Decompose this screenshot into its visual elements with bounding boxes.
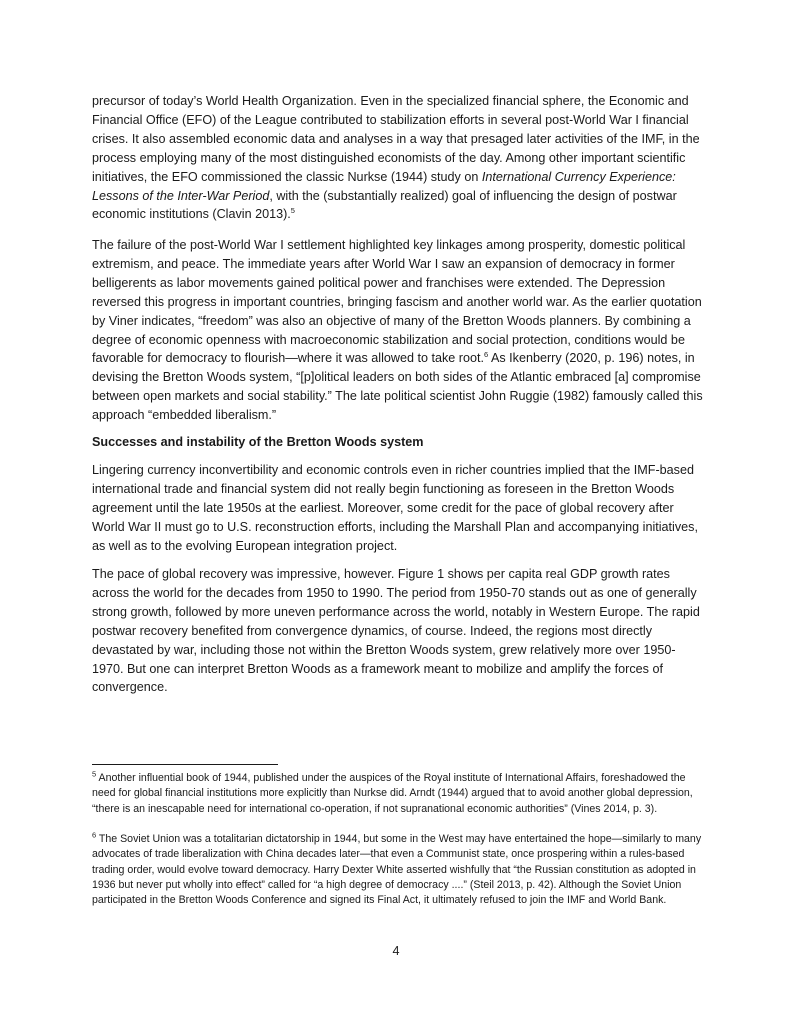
footnote-number: 6 (92, 830, 97, 840)
page-number: 4 (392, 944, 400, 958)
footnote-text: Another influential book of 1944, published under the auspices of the Royal institute of International Affairs, foreshadowed the need for global financial institutions more explicitly than Nurkse did. Arndt (1944) argued that to avoid another global depression, “there is an inescapable need for international co-operation, if not supranational economic authorities” (Vines 2014, p. 3). (92, 772, 693, 815)
footnote-separator (92, 764, 278, 765)
paragraph-global-recovery: The pace of global recovery was impressive, however. Figure 1 shows per capita real GDP growth rates across the world for the decades from 1950 to 1990. The period from 1950-70 stands out as one of generally strong growth, followed by more uneven performance across the world, notably in Western Europe. The rapid postwar recovery benefited from convergence dynamics, of course. Indeed, the regions most directly devastated by war, including those not within the Bretton Woods system, grew relatively more over 1950-1970. But one can interpret Bretton Woods as a framework meant to mobilize and amplify the forces of convergence. (92, 567, 700, 695)
footnote-ref-5[interactable]: 5 (290, 206, 295, 216)
section-heading: Successes and instability of the Bretton Woods system (92, 435, 424, 449)
paragraph-text: As Ikenberry (2020, p. 196) notes, in devising the Bretton Woods system, “[p]olitical leaders on both sides of the Atlantic embraced [a] compromise between open markets and social stability.” The late political scientist John Ruggie (1982) famously called this approach “embedded liberalism.” (92, 351, 703, 423)
footnote-number: 5 (92, 769, 97, 779)
paragraph-currency-inconvertibility: Lingering currency inconvertibility and economic controls even in richer countries implied that the IMF-based international trade and financial system did not really begin functioning as foreseen in the Bretton Woods agreement until the late 1950s at the earliest. Moreover, some credit for the pace of global recovery after World War II must go to U.S. reconstruction efforts, including the Marshall Plan and accompanying initiatives, as well as to the evolving European integration project. (92, 463, 698, 553)
book-title: International Currency Experience: Lessons of the Inter-War Period (92, 169, 676, 203)
paragraph-text: The failure of the post-World War I settlement highlighted key linkages among prosperity, domestic political extremism, and peace. The immediate years after World War I saw an expansion of democracy in former belligerents as labor movements gained political power and franchises were extended. The Depression reversed this progress in important countries, bringing fascism and another world war. As the earlier quotation by Viner indicates, “freedom” was also an objective of many of the Bretton Woods planners. By combining a degree of economic openness with macroeconomic stabilization and social protection, conditions would be favorable for democracy to flourish—where it was allowed to take root. (92, 238, 702, 366)
footnote-text: The Soviet Union was a totalitarian dictatorship in 1944, but some in the West may have entertained the hope—similarly to many advocates of trade liberalization with China decades later—that even a Communist state, once prospering within a rules-based trading order, would evolve toward democracy. Harry Dexter White asserted wishfully that “the Russian constitution as adopted in 1936 but never put wholly into effect” called for “a high degree of democracy ....” (Steil 2013, p. 42). Although the Soviet Union participated in the Bretton Woods Conference and signed its Final Act, it ultimately refused to join the IMF and World Bank. (92, 833, 702, 907)
footnote-6 (92, 832, 704, 908)
paragraph-text: precursor of today’s World Health Organization. Even in the specialized financial sphere, the Economic and Financial Office (EFO) of the League contributed to stabilization efforts in several post-World War I financial crises. It also assembled economic data and analyses in a way that presaged later activities of the IMF, in the process employing many of the most distinguished economists of the day. Among other important scientific initiatives, the EFO commissioned the classic Nurkse (1944) study on (92, 94, 700, 184)
paragraph-league-efo (92, 92, 704, 224)
footnote-5 (92, 771, 704, 817)
footnote-ref-6[interactable]: 6 (484, 350, 489, 360)
paragraph-post-war-settlement (92, 236, 704, 425)
paragraph-text: , with the (substantially realized) goal of influencing the design of postwar economic institutions (Clavin 2013). (92, 188, 677, 222)
